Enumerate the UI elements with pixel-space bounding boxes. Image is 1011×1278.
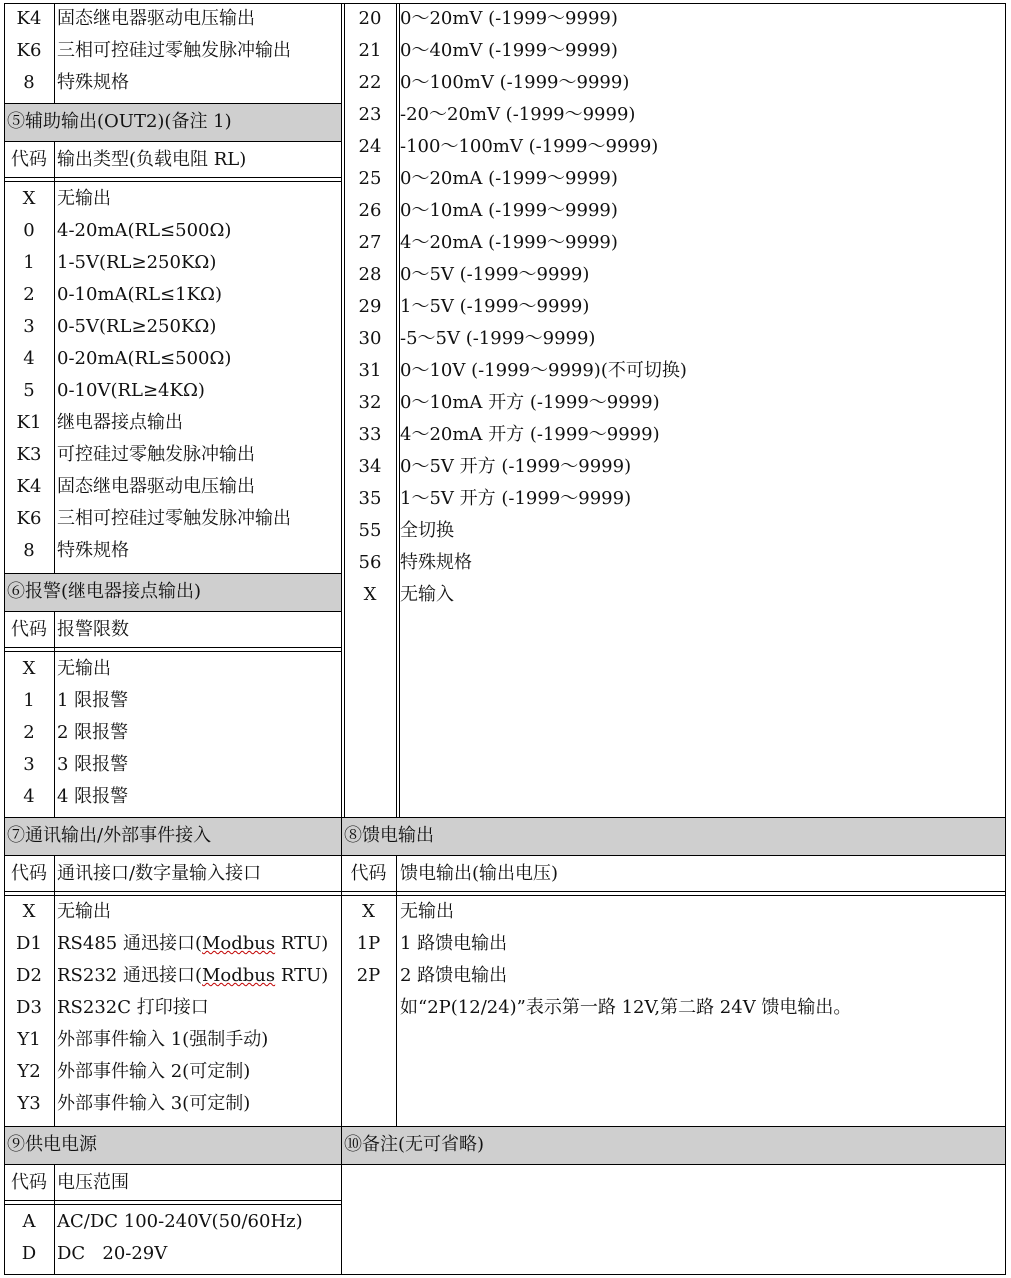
row-code: Y1 (17, 1029, 41, 1050)
row-code: 4 (23, 348, 35, 369)
notes-title: ⑩备注(无可省略) (344, 1134, 485, 1155)
row-text-tail: RTU) (275, 965, 329, 986)
row-text (57, 960, 328, 992)
row-text: 无输出 (400, 901, 454, 922)
row-text: 0-10mA(RL≤1KΩ) (57, 284, 222, 305)
row-code: Y3 (17, 1093, 41, 1114)
row-code: X (362, 901, 375, 922)
row-code: 33 (358, 424, 382, 445)
row-text: -20～20mV (-1999～9999) (400, 104, 636, 125)
row-text: 2 路馈电输出 (400, 965, 508, 986)
row-code: 1 (23, 690, 35, 711)
feed-title: ⑧馈电输出 (344, 825, 434, 846)
row-text: 0～40mV (-1999～9999) (400, 40, 618, 61)
row-code: 3 (23, 316, 35, 337)
row-text-head: RS485 通迅接口( (57, 933, 202, 954)
row-code: D1 (16, 933, 42, 954)
feed-header-text: 馈电输出(输出电压) (400, 863, 559, 884)
alarm-header-code: 代码 (11, 619, 47, 640)
spell-flagged-word: Modbus (201, 965, 276, 986)
row-text: 0～10mA (-1999～9999) (400, 200, 618, 221)
out2-header-code: 代码 (11, 149, 47, 170)
row-text: 0～5V (-1999～9999) (400, 264, 590, 285)
row-text: 3 限报警 (57, 754, 129, 775)
row-code: 2 (23, 722, 35, 743)
row-text: 固态继电器驱动电压输出 (57, 476, 255, 497)
row-code: D3 (16, 997, 42, 1018)
row-code: X (363, 584, 377, 605)
row-text: 0-10V(RL≥4KΩ) (57, 380, 205, 401)
comm-header-text: 通讯接口/数字量输入接口 (57, 863, 262, 884)
row-text: 1 限报警 (57, 690, 129, 711)
row-code: 1 (23, 252, 35, 273)
row-code: D2 (16, 965, 42, 986)
row-text: 0-5V(RL≥250KΩ) (57, 316, 217, 337)
row-text: 外部事件输入 1(强制手动) (57, 1029, 269, 1050)
row-code: K6 (16, 40, 42, 61)
row-text: 无输出 (57, 901, 111, 922)
row-text: 三相可控硅过零触发脉冲输出 (57, 40, 291, 61)
spell-flagged-word: Modbus (201, 933, 276, 954)
row-text: 无输出 (57, 658, 111, 679)
row-text: 固态继电器驱动电压输出 (57, 8, 255, 29)
row-code: X (22, 658, 36, 679)
row-code: 1P (356, 933, 381, 954)
row-text: 0～10V (-1999～9999)(不可切换) (400, 360, 687, 381)
row-code: 35 (358, 488, 382, 509)
row-code: 56 (358, 552, 382, 573)
comm-header-code: 代码 (11, 863, 47, 884)
row-code: 20 (358, 8, 382, 29)
row-text: 可控硅过零触发脉冲输出 (57, 444, 255, 465)
spec-table (4, 3, 1006, 1275)
row-code: 8 (23, 72, 35, 93)
row-code: K6 (16, 508, 42, 529)
row-code: 29 (358, 296, 382, 317)
out2-header-text: 输出类型(负载电阻 RL) (57, 149, 247, 170)
row-text: RS232C 打印接口 (57, 997, 209, 1018)
row-code: 0 (23, 220, 35, 241)
row-code: K4 (16, 476, 42, 497)
row-text: 4～20mA 开方 (-1999～9999) (400, 424, 660, 445)
comm-title: ⑦通讯输出/外部事件接入 (7, 825, 212, 846)
row-text: 0～10mA 开方 (-1999～9999) (400, 392, 660, 413)
row-code: 21 (358, 40, 382, 61)
row-text: 1～5V (-1999～9999) (400, 296, 590, 317)
feed-header-code: 代码 (350, 863, 387, 884)
row-text: 三相可控硅过零触发脉冲输出 (57, 508, 291, 529)
row-code: 2P (356, 965, 381, 986)
row-code: 23 (358, 104, 382, 125)
row-code: 4 (23, 786, 35, 807)
row-text: 4～20mA (-1999～9999) (400, 232, 618, 253)
row-code: 25 (358, 168, 382, 189)
row-code: 30 (358, 328, 382, 349)
row-code: X (22, 188, 36, 209)
row-code: K1 (16, 412, 42, 433)
row-code: 8 (23, 540, 35, 561)
row-text: 2 限报警 (57, 722, 129, 743)
row-code: K4 (16, 8, 42, 29)
row-text: AC/DC 100-240V(50/60Hz) (57, 1211, 303, 1232)
row-code: D (21, 1243, 37, 1264)
row-text: 4-20mA(RL≤500Ω) (57, 220, 232, 241)
row-text: 0～20mV (-1999～9999) (400, 8, 618, 29)
row-code: 26 (358, 200, 382, 221)
row-text: DC 20-29V (57, 1243, 168, 1264)
row-text-head: RS232 通迅接口( (57, 965, 202, 986)
row-code: 5 (23, 380, 35, 401)
row-text: 1～5V 开方 (-1999～9999) (400, 488, 632, 509)
row-code: 31 (358, 360, 382, 381)
feed-note: 如“2P(12/24)”表示第一路 12V,第二路 24V 馈电输出。 (400, 997, 852, 1018)
row-code: A (22, 1211, 36, 1232)
power-header-code: 代码 (11, 1172, 47, 1193)
row-text: 4 限报警 (57, 786, 129, 807)
row-text: 1 路馈电输出 (400, 933, 508, 954)
power-title: ⑨供电电源 (7, 1134, 97, 1155)
feed-title-band (341, 817, 1006, 855)
row-text: 特殊规格 (57, 540, 129, 561)
row-text: 无输出 (57, 188, 111, 209)
row-text: 0-20mA(RL≤500Ω) (57, 348, 232, 369)
row-code: 22 (358, 72, 382, 93)
row-text-tail: RTU) (275, 933, 329, 954)
row-text: 全切换 (400, 520, 454, 541)
row-text: 特殊规格 (400, 552, 472, 573)
row-text: 外部事件输入 3(可定制) (57, 1093, 251, 1114)
row-code: K3 (16, 444, 42, 465)
row-text (57, 928, 328, 960)
row-code: Y2 (17, 1061, 41, 1082)
out2-title: ⑤辅助输出(OUT2)(备注 1) (7, 111, 232, 132)
row-text: 外部事件输入 2(可定制) (57, 1061, 251, 1082)
row-text: -100～100mV (-1999～9999) (400, 136, 659, 157)
row-text: 无输入 (400, 584, 454, 605)
row-code: 3 (23, 754, 35, 775)
row-text: 特殊规格 (57, 72, 129, 93)
row-code: 27 (358, 232, 382, 253)
row-code: 28 (358, 264, 382, 285)
row-code: X (22, 901, 36, 922)
row-code: 2 (23, 284, 35, 305)
alarm-title: ⑥报警(继电器接点输出) (7, 581, 202, 602)
row-text: 继电器接点输出 (57, 412, 183, 433)
row-text: 0～5V 开方 (-1999～9999) (400, 456, 632, 477)
row-code: 34 (358, 456, 382, 477)
alarm-header-text: 报警限数 (57, 619, 129, 640)
row-text: 1-5V(RL≥250KΩ) (57, 252, 217, 273)
row-text: -5～5V (-1999～9999) (400, 328, 596, 349)
power-header-text: 电压范围 (57, 1172, 129, 1193)
row-code: 24 (358, 136, 382, 157)
row-text: 0～20mA (-1999～9999) (400, 168, 618, 189)
row-text: 0～100mV (-1999～9999) (400, 72, 630, 93)
row-code: 32 (358, 392, 382, 413)
row-code: 55 (358, 520, 382, 541)
